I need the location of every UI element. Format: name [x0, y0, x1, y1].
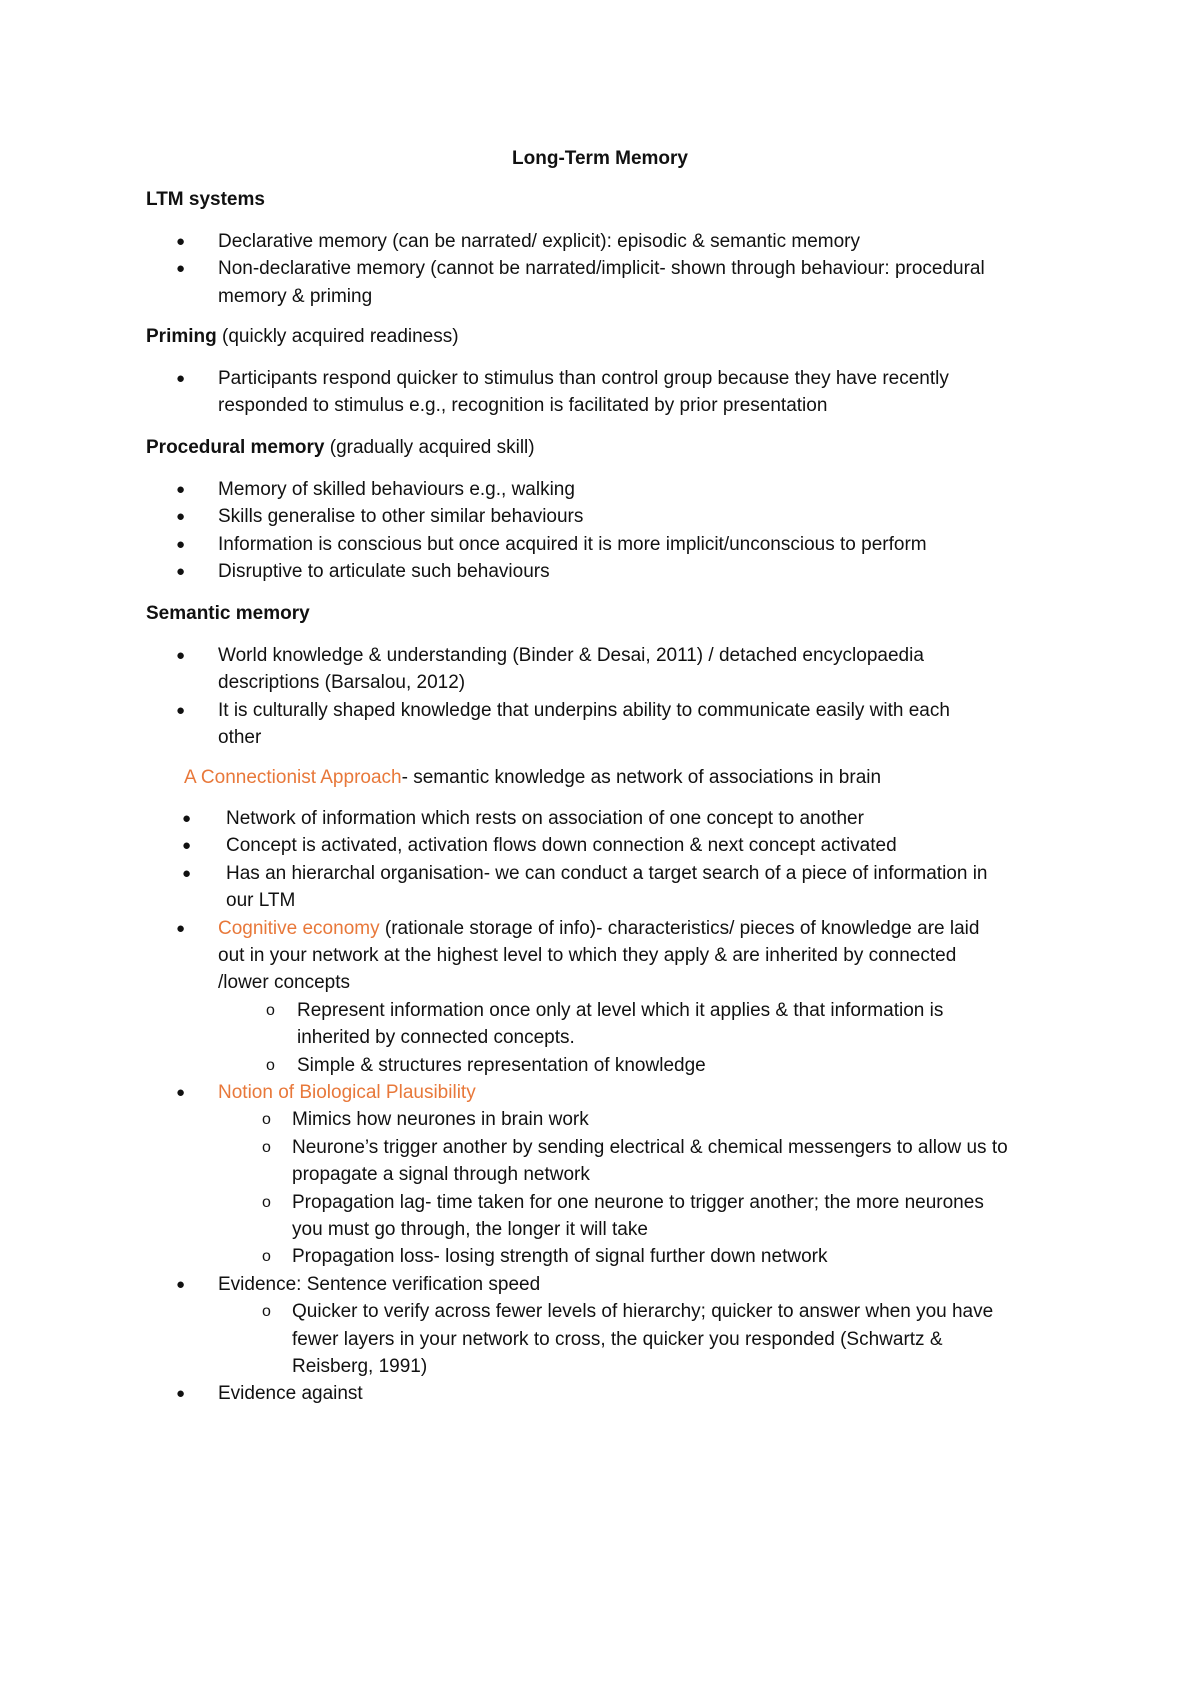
sub-list-item-line: Simple & structures representation of knowledge	[297, 1054, 706, 1076]
sub-bullet-icon: o	[262, 1248, 271, 1266]
connectionist-heading	[184, 766, 881, 790]
bullet-icon: ●	[176, 701, 186, 719]
sub-list-item-line: fewer layers in your network to cross, the quicker you responded (Schwartz &	[292, 1328, 943, 1350]
bullet-icon: ●	[182, 810, 192, 827]
sub-list-item-line: you must go through, the longer it will take	[292, 1219, 648, 1240]
semantic-heading-text: Semantic memory	[146, 603, 310, 624]
cognitive-economy-text: (rationale storage of info)- characteristics/ pieces of knowledge are laid	[379, 917, 980, 939]
procedural-heading-rest: (gradually acquired skill)	[324, 437, 535, 458]
sub-bullet-icon: o	[262, 1193, 271, 1211]
bullet-icon: ●	[176, 370, 186, 387]
list-item-line: Declarative memory (can be narrated/ explicit): episodic & semantic memory	[218, 231, 861, 252]
bullet-icon: ●	[176, 563, 186, 581]
notion-term: Notion of Biological Plausibility	[218, 1082, 476, 1103]
sub-bullet-icon: o	[262, 1303, 271, 1321]
sub-list-item-line: inherited by connected concepts.	[297, 1027, 575, 1049]
bullet-icon: ●	[176, 647, 186, 664]
sub-list-item-line: propagate a signal through network	[292, 1164, 590, 1186]
page-title: Long-Term Memory	[512, 148, 688, 169]
list-item-line: Skills generalise to other similar behaviours	[218, 506, 584, 528]
list-item-line: Has an hierarchal organisation- we can conduct a target search of a piece of information in	[226, 862, 988, 884]
sub-bullet-icon: o	[262, 1111, 271, 1129]
bullet-icon: ●	[182, 837, 192, 855]
bullet-icon: ●	[176, 481, 186, 498]
connectionist-title: A Connectionist Approach	[184, 767, 402, 788]
bullet-icon: ●	[176, 260, 186, 278]
sub-bullet-icon: o	[262, 1138, 271, 1156]
sub-bullet-icon: o	[266, 1001, 275, 1019]
list-item-line: Concept is activated, activation flows down connection & next concept activated	[226, 835, 897, 857]
list-item-line: It is culturally shaped knowledge that underpins ability to communicate easily with each	[218, 699, 950, 721]
semantic-heading	[146, 602, 310, 626]
list-item-line: other	[218, 727, 262, 749]
procedural-heading-bold: Procedural memory	[146, 437, 325, 458]
sub-list-item-line: Propagation lag- time taken for one neurone to trigger another; the more neurones	[292, 1191, 984, 1213]
sub-list-item-line: Quicker to verify across fewer levels of hierarchy; quicker to answer when you have	[292, 1301, 994, 1323]
ltm-heading-text: LTM systems	[146, 189, 265, 210]
list-item-line: memory & priming	[218, 285, 373, 307]
list-item-line: Memory of skilled behaviours e.g., walking	[218, 479, 575, 500]
procedural-heading	[146, 436, 535, 460]
sub-list-item-line: Mimics how neurones in brain work	[292, 1109, 589, 1131]
list-item-line: out in your network at the highest level to which they apply & are inherited by connected	[218, 945, 957, 966]
bullet-icon: ●	[182, 864, 192, 882]
sub-list-item-line: Reisberg, 1991)	[292, 1356, 428, 1377]
evidence-line: Evidence: Sentence verification speed	[218, 1273, 541, 1295]
list-item-line: /lower concepts	[218, 972, 351, 994]
list-item-line: Disruptive to articulate such behaviours	[218, 561, 550, 583]
cognitive-economy-line	[218, 917, 979, 941]
sub-bullet-icon: o	[266, 1056, 275, 1074]
bullet-icon: ●	[176, 535, 186, 553]
list-item-line: Participants respond quicker to stimulus than control group because they have recently	[218, 368, 949, 389]
sub-list-item-line: Represent information once only at level which it applies & that information is	[297, 999, 944, 1021]
list-item-line: Information is conscious but once acquired it is more implicit/unconscious to perform	[218, 533, 927, 555]
evidence-against-line: Evidence against	[218, 1383, 363, 1405]
list-item-line: descriptions (Barsalou, 2012)	[218, 672, 466, 694]
priming-heading	[146, 325, 459, 349]
sub-list-item-line: Propagation loss- losing strength of signal further down network	[292, 1246, 828, 1268]
bullet-icon: ●	[176, 1084, 186, 1101]
list-item-line: Non-declarative memory (cannot be narrated/implicit- shown through behaviour: procedural	[218, 258, 985, 280]
cognitive-economy-term: Cognitive economy	[218, 917, 380, 939]
list-item-line: our LTM	[226, 890, 296, 912]
connectionist-title-rest: - semantic knowledge as network of associations in brain	[401, 767, 882, 788]
priming-heading-rest: (quickly acquired readiness)	[216, 326, 459, 347]
ltm-heading	[146, 188, 265, 212]
priming-heading-bold: Priming	[146, 326, 217, 347]
bullet-icon: ●	[176, 233, 186, 250]
list-item-line: World knowledge & understanding (Binder & Desai, 2011) / detached encyclopaedia	[218, 645, 924, 666]
bullet-icon: ●	[176, 508, 186, 526]
list-item-line: Network of information which rests on association of one concept to another	[226, 808, 864, 829]
sub-list-item-line: Neurone’s trigger another by sending electrical & chemical messengers to allow us to	[292, 1136, 1008, 1158]
list-item-line: responded to stimulus e.g., recognition is facilitated by prior presentation	[218, 395, 828, 417]
bullet-icon: ●	[176, 1385, 186, 1403]
bullet-icon: ●	[176, 919, 186, 937]
bullet-icon: ●	[176, 1275, 186, 1293]
